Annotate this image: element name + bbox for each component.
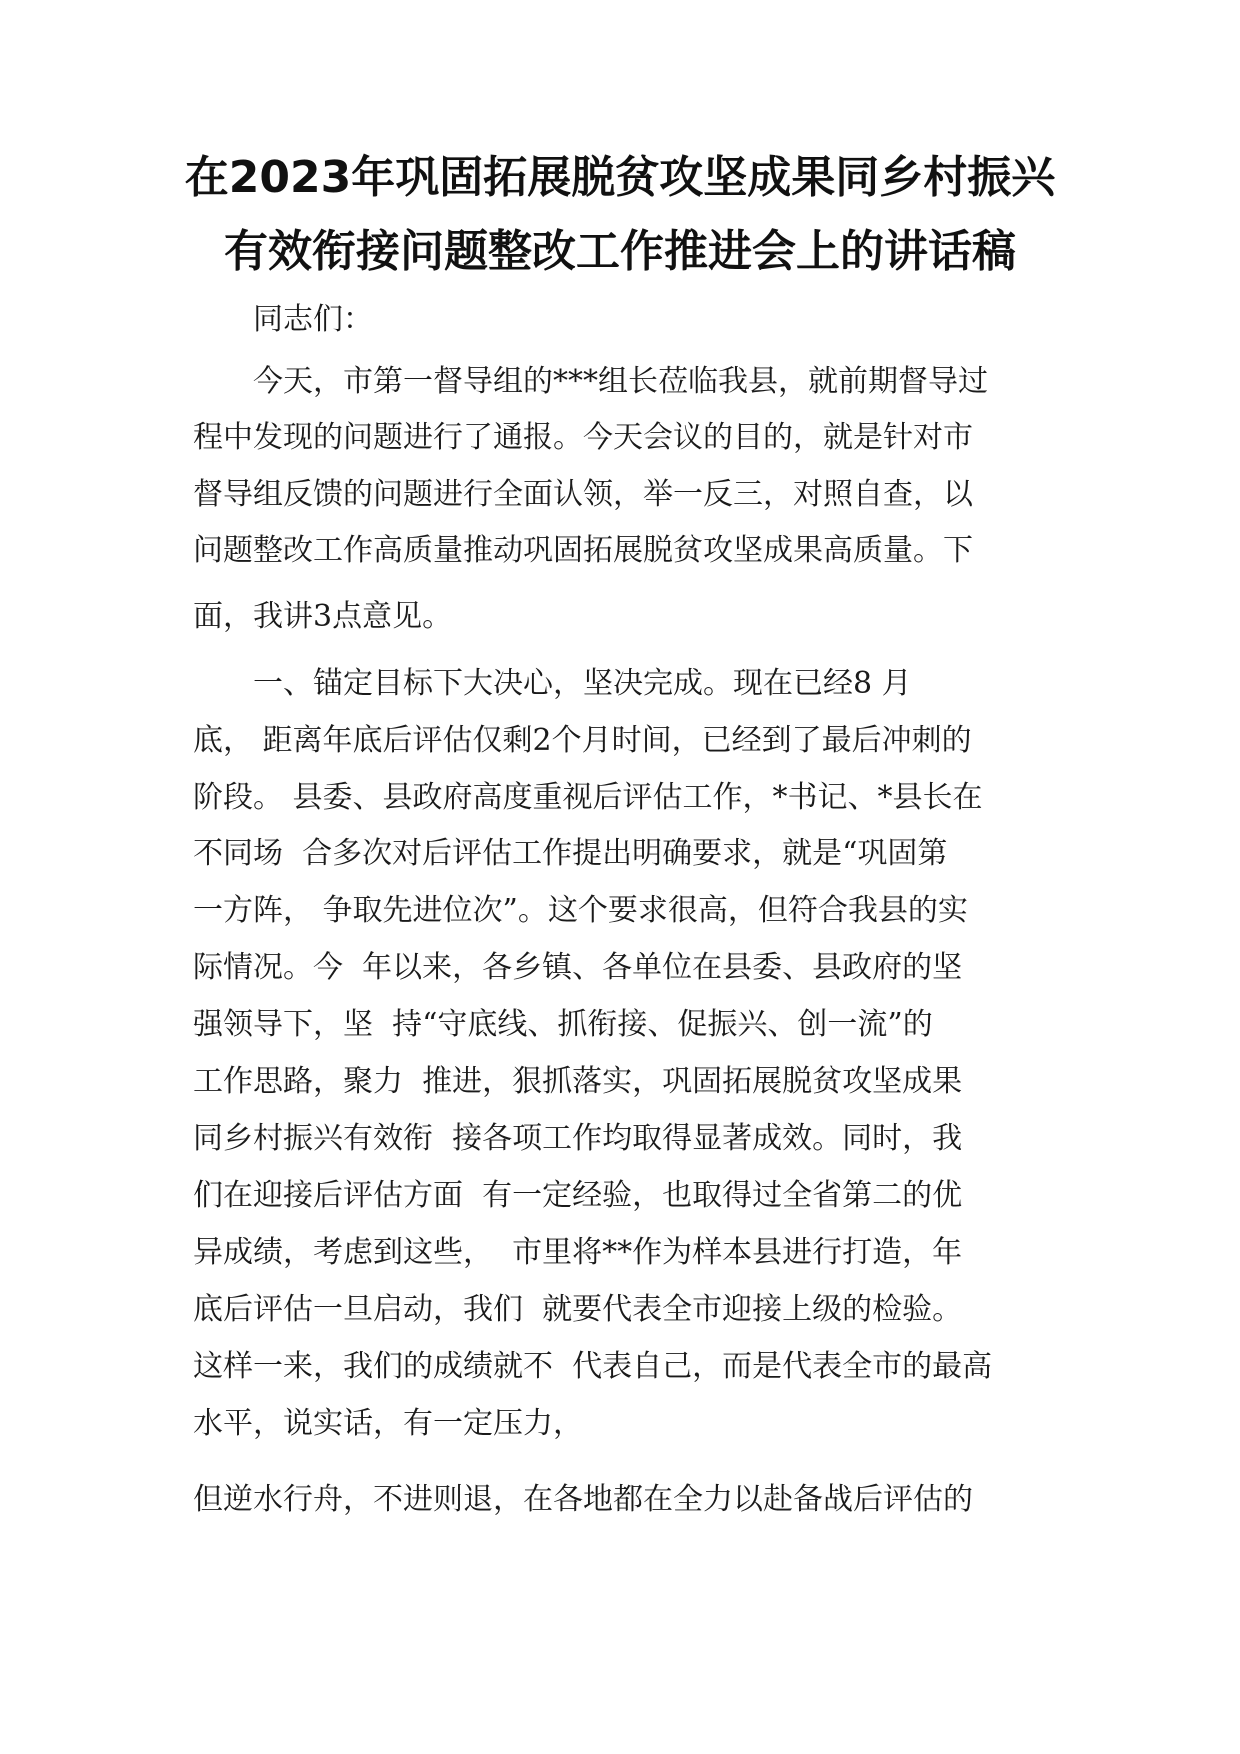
paragraph-line: 但逆水行舟，不进则退，在各地都在全力以赴备战后评估的 — [193, 1482, 973, 1517]
paragraph-line: 同乡村振兴有效衔 接各项工作均取得显著成效。同时，我 — [193, 1121, 963, 1156]
paragraph-line: 面，我讲3点意见。 — [193, 599, 453, 634]
paragraph-line: 不同场 合多次对后评估工作提出明确要求，就是“巩固第 — [193, 836, 948, 871]
paragraph-line: 际情况。今 年以来，各乡镇、各单位在县委、县政府的坚 — [193, 950, 963, 985]
paragraph-line: 问题整改工作高质量推动巩固拓展脱贫攻坚成果高质量。下 — [193, 533, 973, 568]
paragraph-line: 水平，说实话，有一定压力， — [193, 1406, 583, 1441]
document-title-line-2: 有效衔接问题整改工作推进会上的讲话稿 — [224, 226, 1016, 277]
paragraph-line: 这样一来，我们的成绩就不 代表自己，而是代表全市的最高 — [193, 1349, 993, 1384]
salutation: 同志们： — [253, 302, 373, 337]
paragraph-line: 督导组反馈的问题进行全面认领，举一反三，对照自查，以 — [193, 477, 973, 512]
paragraph-line: 一、锚定目标下大决心，坚决完成。现在已经8 月 — [253, 666, 912, 701]
document-title-line-1: 在2023年巩固拓展脱贫攻坚成果同乡村振兴 — [184, 152, 1056, 203]
paragraph-line: 底后评估一旦启动，我们 就要代表全市迎接上级的检验。 — [193, 1292, 963, 1327]
paragraph-line: 一方阵， 争取先进位次”。这个要求很高，但符合我县的实 — [193, 893, 968, 928]
paragraph-line: 异成绩，考虑到这些， 市里将**作为样本县进行打造，年 — [193, 1235, 963, 1270]
paragraph-line: 们在迎接后评估方面 有一定经验，也取得过全省第二的优 — [193, 1178, 963, 1213]
paragraph-line: 工作思路，聚力 推进，狠抓落实，巩固拓展脱贫攻坚成果 — [193, 1064, 963, 1099]
paragraph-line: 底， 距离年底后评估仅剩2个月时间，已经到了最后冲刺的 — [193, 723, 972, 758]
paragraph-line: 程中发现的问题进行了通报。今天会议的目的，就是针对市 — [193, 420, 973, 455]
paragraph-line: 今天，市第一督导组的***组长莅临我县，就前期督导过 — [253, 364, 988, 399]
paragraph-line: 阶段。 县委、县政府高度重视后评估工作，*书记、*县长在 — [193, 780, 983, 815]
paragraph-line: 强领导下，坚 持“守底线、抓衔接、促振兴、创一流”的 — [193, 1007, 933, 1042]
